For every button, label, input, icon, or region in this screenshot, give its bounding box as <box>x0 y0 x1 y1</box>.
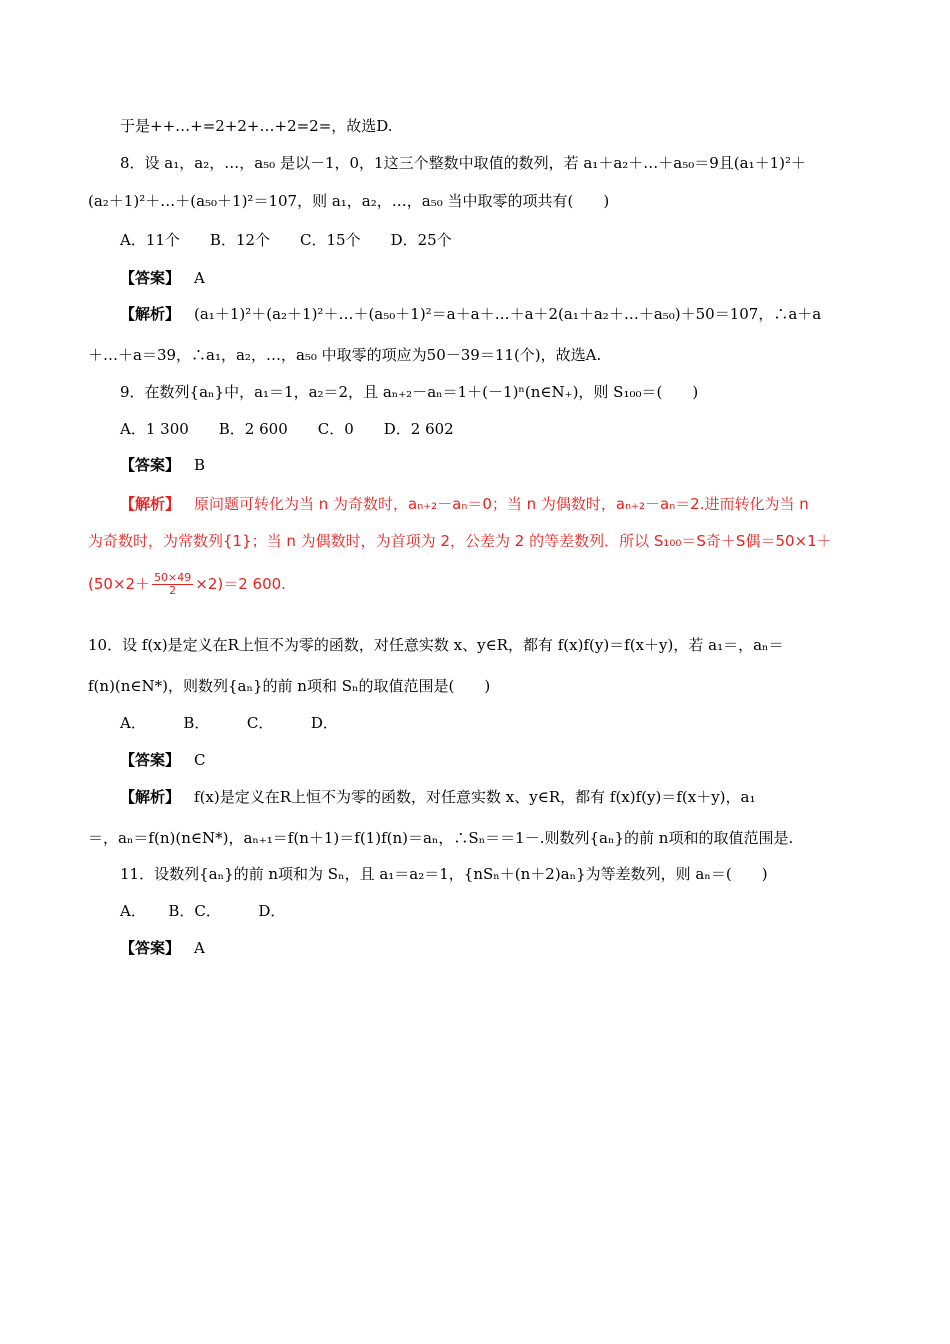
question-10-stem-cont: f(n)(n∈N*)，则数列{aₙ}的前 n项和 Sₙ的取值范围是( ) <box>88 677 491 695</box>
text-line: 于是++…+=2+2+…+2=2=，故选D. <box>120 117 393 135</box>
solution-text: (a₁＋1)²＋(a₂＋1)²＋…＋(a₅₀＋1)²＝a＋a＋…＋a＋2(a₁＋a₂＋…＋a₅₀)＋50＝107，∴a＋a <box>194 305 822 323</box>
question-8-stem: 8．设 a₁，a₂，…，a₅₀ 是以－1，0，1这三个整数中取值的数列，若 a₁＋a₂＋…＋a₅₀＝9且(a₁＋1)²＋ <box>120 154 807 172</box>
fraction <box>152 572 193 597</box>
answer-tag: 【答案】 <box>120 751 181 769</box>
solution-text: 原问题可转化为当 n 为奇数时，aₙ₊₂－aₙ＝0；当 n 为偶数时，aₙ₊₂－aₙ＝2.进而转化为当 n <box>194 495 809 513</box>
question-9-answer <box>120 454 205 476</box>
question-10-options: A． B． C． D． <box>120 714 338 732</box>
solution-tag: 【解析】 <box>120 495 181 513</box>
answer-value: A <box>194 269 205 287</box>
question-8-solution-cont: ＋…＋a＝39，∴a₁，a₂，…，a₅₀ 中取零的项应为50－39＝11(个)，故选A. <box>88 346 602 364</box>
question-10-stem: 10．设 f(x)是定义在R上恒不为零的函数，对任意实数 x、y∈R，都有 f(x)f(y)＝f(x＋y)，若 a₁＝，aₙ＝ <box>88 636 784 654</box>
solution-text: f(x)是定义在R上恒不为零的函数，对任意实数 x、y∈R，都有 f(x)f(y)＝f(x＋y)，a₁ <box>194 788 756 806</box>
question-9-solution-cont: 为奇数时，为常数列{1}；当 n 为偶数时，为首项为 2，公差为 2 的等差数列．所以 S₁₀₀＝S奇＋S偶＝50×1＋ <box>88 532 832 550</box>
fraction-numerator: 50×49 <box>154 571 192 584</box>
question-9-options: A．1 300 B．2 600 C．0 D．2 602 <box>120 420 454 438</box>
answer-tag: 【答案】 <box>120 939 181 957</box>
formula-suffix: ×2)＝2 600. <box>195 575 286 593</box>
solution-tag: 【解析】 <box>120 788 181 806</box>
question-9-solution-formula <box>88 572 286 597</box>
question-8-answer <box>120 267 205 289</box>
formula-prefix: (50×2＋ <box>88 575 151 593</box>
question-10-solution <box>120 786 756 808</box>
question-11-stem: 11．设数列{aₙ}的前 n项和为 Sₙ，且 a₁＝a₂＝1，{nSₙ＋(n＋2)aₙ}为等差数列，则 aₙ＝( ) <box>120 865 768 883</box>
fraction-denominator: 2 <box>169 584 177 597</box>
answer-value: C <box>194 751 206 769</box>
answer-value: B <box>194 456 206 474</box>
answer-value: A <box>194 939 205 957</box>
solution-tag: 【解析】 <box>120 305 181 323</box>
answer-tag: 【答案】 <box>120 269 181 287</box>
question-9-stem: 9．在数列{aₙ}中，a₁＝1，a₂＝2，且 aₙ₊₂－aₙ＝1＋(－1)ⁿ(n∈N₊)，则 S₁₀₀＝( ) <box>120 383 699 401</box>
answer-tag: 【答案】 <box>120 456 181 474</box>
question-8-solution <box>120 303 821 325</box>
question-10-solution-cont: ＝，aₙ＝f(n)(n∈N*)，aₙ₊₁＝f(n＋1)＝f(1)f(n)＝aₙ，∴Sₙ＝＝1－.则数列{aₙ}的前 n项和的取值范围是. <box>88 829 794 847</box>
question-9-solution <box>120 493 809 515</box>
question-8-options: A．11个 B．12个 C．15个 D．25个 <box>120 231 452 249</box>
question-8-stem-cont: (a₂＋1)²＋…＋(a₅₀＋1)²＝107，则 a₁，a₂，…，a₅₀ 当中取零的项共有( ) <box>88 192 610 210</box>
question-10-answer <box>120 749 206 771</box>
question-11-answer <box>120 937 205 959</box>
question-11-options: A． B．C． D． <box>120 902 286 920</box>
